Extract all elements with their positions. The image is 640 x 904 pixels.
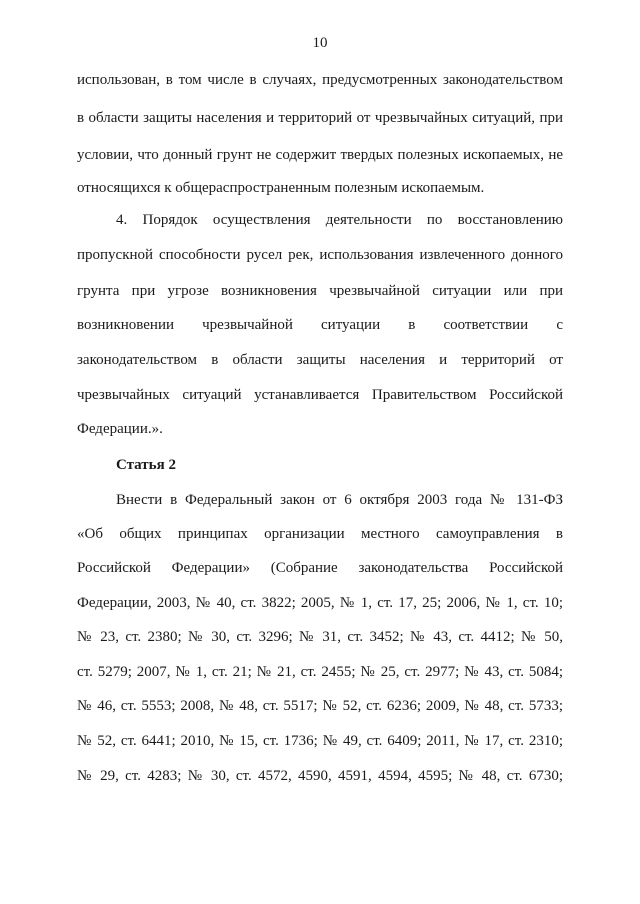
paragraph-1-line: условии, что донный грунт не содержит твердых полезных ископаемых, не <box>77 147 563 163</box>
paragraph-1-line: использован, в том числе в случаях, предусмотренных законодательством <box>77 72 563 88</box>
paragraph-3-line: № 29, ст. 4283; № 30, ст. 4572, 4590, 4591, 4594, 4595; № 48, ст. 6730; <box>77 768 563 784</box>
paragraph-2-line: 4. Порядок осуществления деятельности по восстановлению <box>116 212 563 228</box>
paragraph-3-line: № 23, ст. 2380; № 30, ст. 3296; № 31, ст. 3452; № 43, ст. 4412; № 50, <box>77 629 563 645</box>
paragraph-1-line: относящихся к общераспространенным полезным ископаемым. <box>77 180 485 196</box>
paragraph-2-line: грунта при угрозе возникновения чрезвычайной ситуации или при <box>77 283 563 299</box>
article-heading: Статья 2 <box>116 457 176 473</box>
paragraph-2-line: законодательством в области защиты населения и территорий от <box>77 352 563 368</box>
paragraph-1-line: в области защиты населения и территорий от чрезвычайных ситуаций, при <box>77 110 563 126</box>
paragraph-2-line: Федерации.». <box>77 421 163 437</box>
paragraph-2-line: пропускной способности русел рек, использования извлеченного донного <box>77 247 563 263</box>
paragraph-2-line: возникновении чрезвычайной ситуации в соответствии с <box>77 317 563 333</box>
paragraph-2-line: чрезвычайных ситуаций устанавливается Правительством Российской <box>77 387 563 403</box>
paragraph-3-line: № 46, ст. 5553; 2008, № 48, ст. 5517; № 52, ст. 6236; 2009, № 48, ст. 5733; <box>77 698 563 714</box>
paragraph-3-line: ст. 5279; 2007, № 1, ст. 21; № 21, ст. 2455; № 25, ст. 2977; № 43, ст. 5084; <box>77 664 563 680</box>
page-number: 10 <box>312 35 328 51</box>
paragraph-3-line: № 52, ст. 6441; 2010, № 15, ст. 1736; № 49, ст. 6409; 2011, № 17, ст. 2310; <box>77 733 563 749</box>
paragraph-3-line: «Об общих принципах организации местного самоуправления в <box>77 526 563 542</box>
paragraph-3-line: Федерации, 2003, № 40, ст. 3822; 2005, № 1, ст. 17, 25; 2006, № 1, ст. 10; <box>77 595 563 611</box>
paragraph-3-line: Российской Федерации» (Собрание законодательства Российской <box>77 560 563 576</box>
paragraph-3-line: Внести в Федеральный закон от 6 октября 2003 года № 131-ФЗ <box>116 492 563 508</box>
